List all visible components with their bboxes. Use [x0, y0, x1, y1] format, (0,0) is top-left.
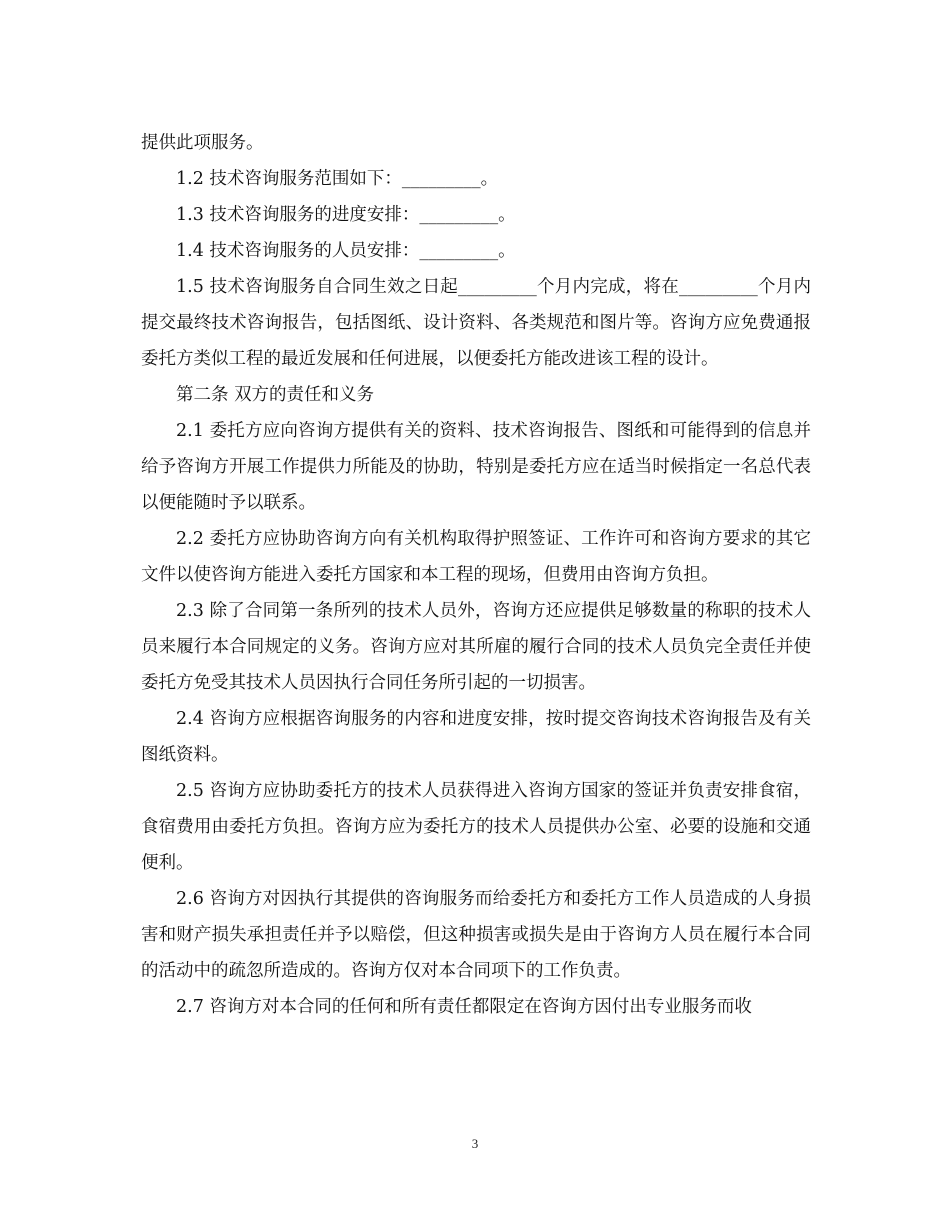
clause-2-6: 2.6 咨询方对因执行其提供的咨询服务而给委托方和委托方工作人员造成的人身损害和财产损失承担责任并予以赔偿，但这种损害或损失是由于咨询方人员在履行本合同的活动中的疏忽所造成的。咨询方仅对本合同项下的工作负责。 [141, 889, 811, 981]
clause-2-5: 2.5 咨询方应协助委托方的技术人员获得进入咨询方国家的签证并负责安排食宿，食宿费用由委托方负担。咨询方应为委托方的技术人员提供办公室、必要的设施和交通便利。 [141, 781, 811, 873]
clause-2-3: 2.3 除了合同第一条所列的技术人员外，咨询方还应提供足够数量的称职的技术人员来履行本合同规定的义务。咨询方应对其所雇的履行合同的技术人员负完全责任并使委托方免受其技术人员因执行合同任务所引起的一切损害。 [141, 601, 811, 693]
clause-2-1: 2.1 委托方应向咨询方提供有关的资料、技术咨询报告、图纸和可能得到的信息并给予咨询方开展工作提供力所能及的协助，特别是委托方应在适当时候指定一名总代表以便能随时予以联系。 [141, 421, 811, 513]
contract-body [141, 125, 811, 1025]
clause-2-4: 2.4 咨询方应根据咨询服务的内容和进度安排，按时提交咨询技术咨询报告及有关图纸资料。 [141, 709, 811, 765]
clause-2-7: 2.7 咨询方对本合同的任何和所有责任都限定在咨询方因付出专业服务而收 [176, 997, 752, 1017]
clause-2-2: 2.2 委托方应协助咨询方向有关机构取得护照签证、工作许可和咨询方要求的其它文件以使咨询方能进入委托方国家和本工程的现场，但费用由咨询方负担。 [141, 529, 811, 585]
clause-1-2: 1.2 技术咨询服务范围如下：_________。 [176, 169, 499, 189]
page-number: 3 [471, 1136, 479, 1151]
clause-1-4: 1.4 技术咨询服务的人员安排：_________。 [176, 241, 516, 261]
clause-1-5: 1.5 技术咨询服务自合同生效之日起_________个月内完成，将在_________个月内提交最终技术咨询报告，包括图纸、设计资料、各类规范和图片等。咨询方应免费通报委托方类似工程的最近发展和任何进展，以便委托方能改进该工程的设计。 [141, 277, 811, 369]
paragraph: 提供此项服务。 [141, 133, 264, 153]
article-2-heading: 第二条 双方的责任和义务 [176, 385, 375, 405]
clause-1-3: 1.3 技术咨询服务的进度安排：_________。 [176, 205, 516, 225]
